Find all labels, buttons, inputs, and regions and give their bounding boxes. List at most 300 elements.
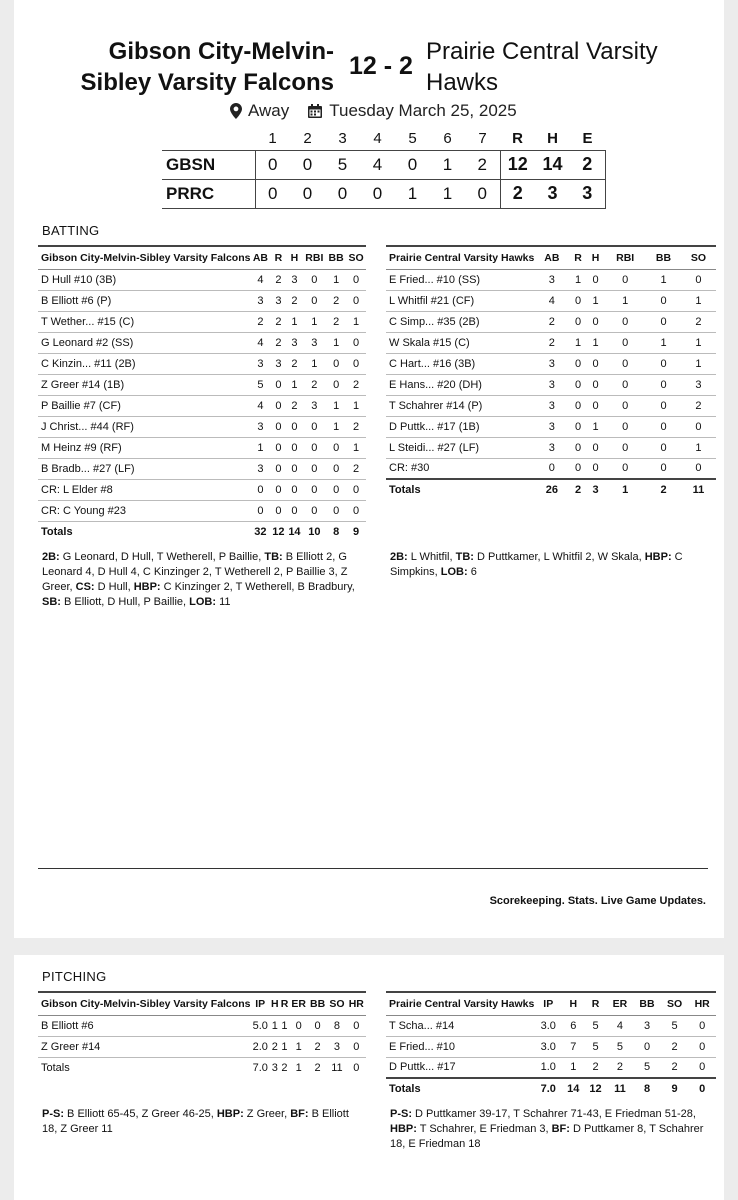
stat-cell: 2 <box>346 458 366 479</box>
note-text: 11 <box>216 596 231 608</box>
stat-cell: 0 <box>326 353 346 374</box>
stat-cell: 2 <box>661 1036 689 1057</box>
stat-cell: 0 <box>688 1015 716 1036</box>
inning-score: 0 <box>255 150 290 179</box>
table-header-row <box>38 992 366 1015</box>
stat-cell: 1 <box>569 332 587 353</box>
total-cell: 9 <box>661 1078 689 1099</box>
stat-column-header: H <box>562 992 584 1015</box>
stat-cell: 0 <box>646 311 681 332</box>
total-cell: 1 <box>295 1061 302 1074</box>
stat-cell: 1 <box>326 416 346 437</box>
inning-score: 1 <box>395 179 430 208</box>
stat-cell: 5 <box>250 374 270 395</box>
stat-cell: 2 <box>302 374 326 395</box>
away-team-line2: Hawks <box>426 69 499 96</box>
stat-cell: 1 <box>326 395 346 416</box>
stat-column-header: SO <box>681 246 716 269</box>
stat-cell: 0 <box>302 416 326 437</box>
stat-cell: 3 <box>633 1015 661 1036</box>
player-row <box>38 332 366 353</box>
inning-header: 2 <box>303 130 312 148</box>
stat-cell: 0 <box>569 311 587 332</box>
stat-cell: 0 <box>250 479 270 500</box>
stat-cell: 4 <box>250 269 270 290</box>
batting-section-title: BATTING <box>42 223 100 238</box>
inning-score: 0 <box>360 179 395 208</box>
stat-cell: 3 <box>270 290 286 311</box>
stat-cell: 0 <box>587 311 605 332</box>
stat-cell: 0 <box>250 500 270 521</box>
player-name: B Elliott #6 (P) <box>38 290 250 311</box>
stat-cell: 0 <box>587 437 605 458</box>
stat-column-header: R <box>270 246 286 269</box>
stat-cell: 3 <box>327 1036 346 1057</box>
total-cell: 1 <box>604 479 646 500</box>
stat-cell: 1 <box>587 416 605 437</box>
stat-cell: 3 <box>250 458 270 479</box>
stat-cell: 1 <box>270 1015 280 1036</box>
stat-cell: 3 <box>534 374 569 395</box>
player-row <box>386 332 716 353</box>
away-batting-table <box>386 245 716 500</box>
stat-cell: 3 <box>681 374 716 395</box>
player-name: T Schahrer #14 (P) <box>386 395 534 416</box>
player-row <box>38 311 366 332</box>
stat-cell: 0 <box>289 1015 308 1036</box>
inning-header: 6 <box>443 130 452 148</box>
totals-row <box>38 1057 366 1078</box>
total-cell: 2 <box>314 1061 321 1074</box>
game-location: Away <box>248 101 290 120</box>
stat-cell: 0 <box>270 500 286 521</box>
stat-cell: 3 <box>250 290 270 311</box>
stat-cell: 4 <box>534 290 569 311</box>
stat-cell: 2 <box>270 332 286 353</box>
note-label: 2B: <box>42 551 60 563</box>
inning-score: 0 <box>465 179 500 208</box>
hits-header: H <box>547 130 558 148</box>
home-team-line1: Gibson City-Melvin- <box>108 38 334 65</box>
stat-column-header: R <box>280 992 290 1015</box>
total-cell: 26 <box>534 479 569 500</box>
player-name: Z Greer #14 <box>38 1036 250 1057</box>
stat-cell: 5 <box>584 1036 606 1057</box>
stat-cell: 0 <box>346 353 366 374</box>
stat-cell: 1 <box>302 353 326 374</box>
home-batting-table <box>38 245 366 542</box>
stat-cell: 0 <box>534 458 569 479</box>
player-name: CR: #30 <box>386 458 534 479</box>
totals-row <box>386 1078 716 1099</box>
player-row <box>386 1057 716 1078</box>
stat-cell: 0 <box>646 458 681 479</box>
stat-cell: 1 <box>302 311 326 332</box>
stat-cell: 1 <box>562 1057 584 1078</box>
player-name: CR: C Young #23 <box>38 500 250 521</box>
stat-cell: 0 <box>302 458 326 479</box>
player-name: E Hans... #20 (DH) <box>386 374 534 395</box>
player-name: Z Greer #14 (1B) <box>38 374 250 395</box>
total-cell: 2 <box>569 479 587 500</box>
stat-cell: 0 <box>569 437 587 458</box>
stat-cell: 3 <box>270 353 286 374</box>
final-score: 12 - 2 <box>349 52 413 80</box>
stat-column-header: HR <box>347 992 366 1015</box>
stat-cell: 0 <box>681 269 716 290</box>
stat-cell: 0 <box>604 458 646 479</box>
stat-cell: 4 <box>607 1015 634 1036</box>
home-pitching-table <box>38 991 366 1078</box>
note-text: T Schahrer, E Friedman 3, <box>416 1123 552 1135</box>
player-row <box>386 416 716 437</box>
total-cell: 8 <box>333 525 340 538</box>
stat-cell: 1 <box>326 269 346 290</box>
stat-cell: 5 <box>661 1015 689 1036</box>
stat-cell: 3 <box>534 269 569 290</box>
total-cell: 14 <box>288 525 301 538</box>
note-label: SB: <box>42 596 61 608</box>
runs-header: R <box>512 130 523 148</box>
stat-cell: 1 <box>681 437 716 458</box>
team-column-header: Gibson City-Melvin-Sibley Varsity Falcons <box>38 246 250 269</box>
stat-cell: 0 <box>326 374 346 395</box>
note-label: BF: <box>551 1123 570 1135</box>
stat-column-header: BB <box>646 246 681 269</box>
note-text: D Puttkamer, L Whitfil 2, W Skala, <box>473 551 645 563</box>
stat-cell: 2 <box>681 395 716 416</box>
total-cell: 2 <box>646 479 681 500</box>
total-cell: 8 <box>633 1078 661 1099</box>
stat-cell: 1 <box>280 1036 290 1057</box>
inning-score: 0 <box>255 179 290 208</box>
stat-cell: 1 <box>681 353 716 374</box>
stat-cell: 2 <box>681 311 716 332</box>
note-label: TB: <box>264 551 283 563</box>
stat-cell: 0 <box>646 437 681 458</box>
game-date: Tuesday March 25, 2025 <box>329 101 517 120</box>
inning-header: 7 <box>478 130 487 148</box>
stat-cell: 2 <box>661 1057 689 1078</box>
inning-score: 1 <box>430 150 465 179</box>
stat-column-header: BB <box>633 992 661 1015</box>
location-pin-icon <box>230 103 242 119</box>
total-cell: 32 <box>254 525 267 538</box>
stat-cell: 2 <box>346 374 366 395</box>
player-name: T Wether... #15 (C) <box>38 311 250 332</box>
team-abbrev: GBSN <box>162 150 255 179</box>
stat-column-header: RBI <box>604 246 646 269</box>
stat-cell: 3 <box>250 353 270 374</box>
stat-cell: 0 <box>587 374 605 395</box>
player-row <box>386 353 716 374</box>
player-row <box>386 269 716 290</box>
runs-total: 12 <box>500 150 535 179</box>
stat-cell: 0 <box>646 374 681 395</box>
player-name: D Puttk... #17 (1B) <box>386 416 534 437</box>
totals-row <box>38 521 366 542</box>
stat-cell: 2 <box>270 269 286 290</box>
totals-label: Totals <box>41 1061 70 1074</box>
line-score-row <box>162 150 605 179</box>
stat-cell: 0 <box>604 374 646 395</box>
player-row <box>38 437 366 458</box>
inning-score: 5 <box>325 150 360 179</box>
runs-total: 2 <box>500 179 535 208</box>
total-cell: 14 <box>562 1078 584 1099</box>
errors-total: 2 <box>570 150 605 179</box>
stat-cell: 2 <box>308 1036 327 1057</box>
stat-column-header: R <box>569 246 587 269</box>
table-header-row <box>38 246 366 269</box>
stat-column-header: SO <box>661 992 689 1015</box>
player-name: B Bradb... #27 (LF) <box>38 458 250 479</box>
stat-cell: 2 <box>534 332 569 353</box>
table-header-row <box>386 246 716 269</box>
stat-cell: 0 <box>633 1036 661 1057</box>
stat-cell: 1 <box>646 332 681 353</box>
stat-cell: 2 <box>607 1057 634 1078</box>
note-label: CS: <box>75 581 95 593</box>
stat-cell: 3 <box>534 437 569 458</box>
total-cell: 9 <box>352 525 360 538</box>
player-name: B Elliott #6 <box>38 1015 250 1036</box>
player-name: CR: L Elder #8 <box>38 479 250 500</box>
stat-cell: 0 <box>302 269 326 290</box>
note-text: D Puttkamer 39-17, T Schahrer 71-43, E Friedman 51-28, <box>412 1108 696 1120</box>
player-name: D Puttk... #17 <box>386 1057 534 1078</box>
note-text: B Elliott 65-45, Z Greer 46-25, <box>64 1108 217 1120</box>
note-label: HBP: <box>216 1108 244 1120</box>
player-row <box>38 1015 366 1036</box>
player-row <box>38 1036 366 1057</box>
player-name: E Fried... #10 (SS) <box>386 269 534 290</box>
away-pitching-table <box>386 991 716 1099</box>
note-text: D Hull, <box>94 581 134 593</box>
note-text: C Simpkins, <box>390 551 683 578</box>
inning-header: 3 <box>338 130 347 148</box>
total-cell: 12 <box>584 1078 606 1099</box>
errors-total: 3 <box>570 179 605 208</box>
player-row <box>386 311 716 332</box>
stat-cell: 1 <box>250 437 270 458</box>
away-pitching-notes <box>390 1107 712 1152</box>
stat-column-header: AB <box>534 246 569 269</box>
stat-cell: 2 <box>250 311 270 332</box>
stat-cell: 0 <box>688 1036 716 1057</box>
stat-cell: 0 <box>326 500 346 521</box>
note-label: P-S: <box>42 1108 64 1120</box>
stat-column-header: IP <box>250 992 270 1015</box>
stat-column-header: ER <box>607 992 634 1015</box>
player-row <box>386 374 716 395</box>
stat-cell: 1 <box>346 437 366 458</box>
player-name: L Steidi... #27 (LF) <box>386 437 534 458</box>
inning-header: 4 <box>373 130 382 148</box>
inning-score: 0 <box>290 150 325 179</box>
inning-score: 0 <box>395 150 430 179</box>
inning-header: 1 <box>268 130 277 148</box>
total-cell: 7.0 <box>252 1061 268 1074</box>
pitching-section-title: PITCHING <box>42 969 107 984</box>
stat-cell: 0 <box>346 500 366 521</box>
player-row <box>386 458 716 479</box>
stat-cell: 0 <box>569 353 587 374</box>
player-row <box>386 437 716 458</box>
stat-cell: 0 <box>302 500 326 521</box>
hits-total: 3 <box>535 179 570 208</box>
total-cell: 7.0 <box>534 1078 562 1099</box>
home-pitching-notes <box>42 1107 364 1137</box>
player-row <box>38 479 366 500</box>
note-text: B Elliott 18, Z Greer 11 <box>42 1108 349 1135</box>
hits-total: 14 <box>535 150 570 179</box>
stat-cell: 0 <box>347 1015 366 1036</box>
player-row <box>38 374 366 395</box>
stat-cell: 1 <box>346 311 366 332</box>
stat-cell: 1 <box>604 290 646 311</box>
total-cell: 12 <box>272 525 285 538</box>
note-text: L Whitfil, <box>407 551 456 563</box>
stat-cell: 3 <box>534 395 569 416</box>
stat-cell: 7 <box>562 1036 584 1057</box>
stat-cell: 3 <box>302 395 326 416</box>
stat-cell: 0 <box>302 437 326 458</box>
player-name: P Baillie #7 (CF) <box>38 395 250 416</box>
note-text: 6 <box>467 566 477 578</box>
stat-cell: 2 <box>286 353 302 374</box>
stat-cell: 5 <box>607 1036 634 1057</box>
totals-label: Totals <box>386 479 534 500</box>
stat-cell: 0 <box>587 395 605 416</box>
inning-score: 0 <box>325 179 360 208</box>
stat-column-header: RBI <box>302 246 326 269</box>
stat-cell: 0 <box>302 479 326 500</box>
player-row <box>386 290 716 311</box>
player-row <box>386 395 716 416</box>
home-team-line2: Sibley Varsity Falcons <box>80 69 334 96</box>
team-column-header: Gibson City-Melvin-Sibley Varsity Falcons <box>38 992 250 1015</box>
player-name: W Skala #15 (C) <box>386 332 534 353</box>
total-cell: 3 <box>271 1061 278 1074</box>
stat-cell: 4 <box>250 395 270 416</box>
stat-cell: 2 <box>326 311 346 332</box>
stat-cell: 0 <box>569 374 587 395</box>
stat-column-header: HR <box>688 992 716 1015</box>
note-label: TB: <box>455 551 474 563</box>
note-label: LOB: <box>189 596 217 608</box>
stat-cell: 0 <box>286 479 302 500</box>
stat-cell: 8 <box>327 1015 346 1036</box>
stat-cell: 0 <box>587 353 605 374</box>
player-name: T Scha... #14 <box>386 1015 534 1036</box>
stat-column-header: SO <box>346 246 366 269</box>
stat-cell: 0 <box>569 416 587 437</box>
stat-cell: 0 <box>326 479 346 500</box>
stat-cell: 0 <box>270 416 286 437</box>
stat-cell: 5.0 <box>250 1015 270 1036</box>
line-score-row <box>162 179 605 208</box>
stat-cell: 3.0 <box>534 1036 562 1057</box>
stat-cell: 1 <box>569 269 587 290</box>
stat-cell: 1.0 <box>534 1057 562 1078</box>
stat-cell: 0 <box>286 416 302 437</box>
stat-cell: 0 <box>604 269 646 290</box>
stat-cell: 1 <box>681 332 716 353</box>
player-row <box>386 1015 716 1036</box>
inning-score: 0 <box>290 179 325 208</box>
away-batting-notes <box>390 550 712 580</box>
stat-cell: 1 <box>587 332 605 353</box>
pitching-card <box>14 955 724 1200</box>
stat-cell: 3 <box>286 332 302 353</box>
line-score-table <box>162 128 606 209</box>
divider <box>38 868 708 869</box>
stat-cell: 0 <box>569 395 587 416</box>
stat-column-header: IP <box>534 992 562 1015</box>
stat-cell: 2 <box>534 311 569 332</box>
stat-cell: 0 <box>346 332 366 353</box>
stat-cell: 1 <box>681 290 716 311</box>
stat-cell: 1 <box>646 269 681 290</box>
note-label: HBP: <box>133 581 161 593</box>
footer-tagline: Scorekeeping. Stats. Live Game Updates. <box>489 895 706 907</box>
stat-cell: 0 <box>346 479 366 500</box>
player-name: L Whitfil #21 (CF) <box>386 290 534 311</box>
stat-cell: 2 <box>286 395 302 416</box>
total-cell: 2 <box>281 1061 288 1074</box>
total-cell: 11 <box>681 479 716 500</box>
player-row <box>38 395 366 416</box>
stat-cell: 1 <box>289 1036 308 1057</box>
stat-cell: 0 <box>270 374 286 395</box>
home-batting-notes <box>42 550 364 610</box>
stat-cell: 0 <box>587 269 605 290</box>
inning-score: 2 <box>465 150 500 179</box>
note-label: LOB: <box>440 566 468 578</box>
stat-column-header: H <box>587 246 605 269</box>
stat-cell: 0 <box>688 1057 716 1078</box>
stat-cell: 2.0 <box>250 1036 270 1057</box>
stat-cell: 0 <box>604 437 646 458</box>
stat-column-header: AB <box>250 246 270 269</box>
stat-cell: 2 <box>326 290 346 311</box>
player-name: C Simp... #35 (2B) <box>386 311 534 332</box>
stat-cell: 0 <box>646 416 681 437</box>
stat-cell: 3.0 <box>534 1015 562 1036</box>
stat-cell: 0 <box>646 290 681 311</box>
stat-cell: 0 <box>681 458 716 479</box>
stat-cell: 4 <box>250 332 270 353</box>
total-cell: 11 <box>331 1061 343 1074</box>
stat-cell: 0 <box>308 1015 327 1036</box>
stat-cell: 1 <box>286 374 302 395</box>
player-row <box>38 416 366 437</box>
player-row <box>386 1036 716 1057</box>
note-text: B Elliott 2, G Leonard 4, D Hull 4, C Kinzinger 2, T Wetherell 2, P Baillie 3, Z Greer, <box>42 551 348 593</box>
stat-column-header: H <box>286 246 302 269</box>
player-name: D Hull #10 (3B) <box>38 269 250 290</box>
total-cell: 3 <box>587 479 605 500</box>
stat-cell: 0 <box>346 269 366 290</box>
stat-cell: 0 <box>604 332 646 353</box>
stat-column-header: BB <box>326 246 346 269</box>
team-column-header: Prairie Central Varsity Hawks <box>386 992 534 1015</box>
stat-cell: 2 <box>270 1036 280 1057</box>
stat-cell: 1 <box>280 1015 290 1036</box>
home-team-name <box>54 36 334 98</box>
stat-cell: 3 <box>302 332 326 353</box>
